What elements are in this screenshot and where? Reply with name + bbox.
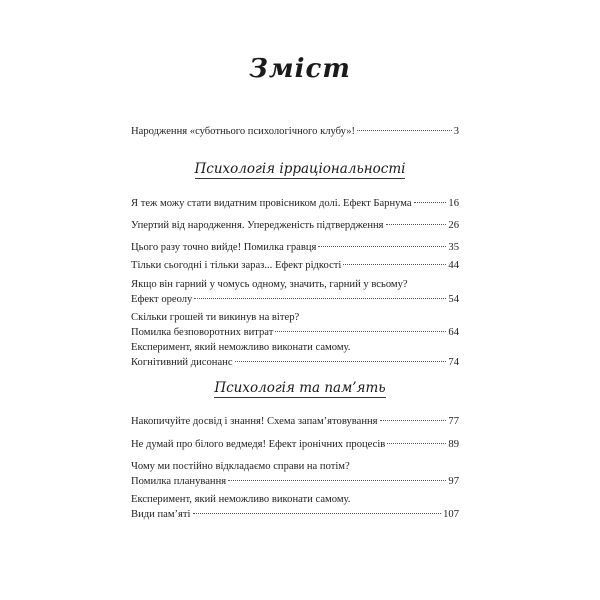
- toc-entry-text: Якщо він гарний у чомусь одному, значить, гарний у всьому?: [131, 279, 408, 290]
- toc-entry-text: Тільки сьогодні і тільки зараз... Ефект рідкості: [131, 260, 342, 271]
- toc-entry: [131, 414, 459, 429]
- toc-entry-page: 97: [448, 476, 459, 487]
- toc-entry: [131, 196, 459, 211]
- leader-dots: [387, 443, 446, 444]
- page-title: Зміст: [249, 54, 351, 84]
- section-heading-1: Психологія ірраціональності: [194, 161, 406, 177]
- toc-entry-page: 26: [448, 220, 459, 231]
- leader-dots: [275, 331, 446, 332]
- toc-entry-text: Накопичуйте досвід і знання! Схема запам’ятовування: [131, 416, 378, 427]
- toc-entry-page: 107: [443, 509, 459, 520]
- toc-entry-text: Скільки грошей ти викинув на вітер?: [131, 312, 300, 323]
- toc-entry-page: 44: [448, 260, 459, 271]
- leader-dots: [357, 130, 452, 131]
- toc-entry-text: Види пам’яті: [131, 509, 191, 520]
- toc-entry-text: Когнітивний дисонанс: [131, 357, 233, 368]
- leader-dots: [318, 246, 446, 247]
- leader-dots: [343, 264, 446, 265]
- toc-entry: [131, 240, 459, 255]
- toc-entry-page: 54: [448, 294, 459, 305]
- toc-entry: [131, 459, 459, 489]
- toc-entry-page: 77: [448, 416, 459, 427]
- toc-entry: [131, 277, 459, 307]
- toc-entry-text: Народження «суботнього психологічного клубу»!: [131, 126, 356, 137]
- toc-entry-text: Експеримент, який неможливо виконати самому.: [131, 342, 351, 353]
- leader-dots: [194, 298, 446, 299]
- toc-entry-text: Чому ми постійно відкладаємо справи на потім?: [131, 461, 350, 472]
- toc-entry-text: Упертий від народження. Упередженість підтвердження: [131, 220, 384, 231]
- toc-entry-text: Не думай про білого ведмедя! Ефект іронічних процесів: [131, 439, 386, 450]
- toc-entry-page: 64: [448, 327, 459, 338]
- toc-entry-page: 35: [448, 242, 459, 253]
- toc-entry: [131, 492, 459, 522]
- leader-dots: [414, 202, 447, 203]
- leader-dots: [235, 361, 447, 362]
- toc-entry-text: Я теж можу стати видатним провісником долі. Ефект Барнума: [131, 198, 412, 209]
- section-heading-2: Психологія та пам’ять: [214, 380, 386, 396]
- toc-entry: [131, 437, 459, 452]
- toc-entry-page: 74: [448, 357, 459, 368]
- toc-entry-page: 89: [448, 439, 459, 450]
- toc-entry: [131, 310, 459, 340]
- toc-entry-page: 16: [448, 198, 459, 209]
- leader-dots: [386, 224, 447, 225]
- toc-entry-text: Помилка планування: [131, 476, 227, 487]
- toc-entry-page: 3: [453, 126, 459, 137]
- leader-dots: [193, 513, 442, 514]
- toc-entry: [131, 340, 459, 370]
- toc-entry: [131, 218, 459, 233]
- toc-entry-text: Ефект ореолу: [131, 294, 193, 305]
- toc-entry-intro: [131, 124, 459, 139]
- toc-entry-text: Цього разу точно вийде! Помилка гравця: [131, 242, 317, 253]
- leader-dots: [380, 420, 447, 421]
- toc-entry-text: Експеримент, який неможливо виконати самому.: [131, 494, 351, 505]
- toc-entry-text: Помилка безповоротних витрат: [131, 327, 274, 338]
- leader-dots: [228, 480, 446, 481]
- toc-entry: [131, 258, 459, 273]
